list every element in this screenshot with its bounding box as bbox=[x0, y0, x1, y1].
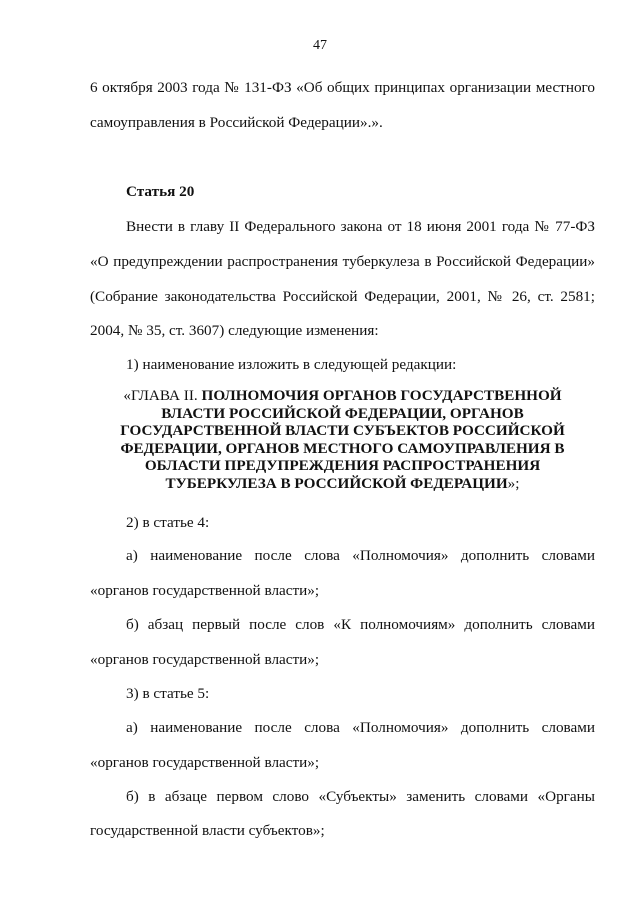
intro-line-2: самоуправления в Российской Федерации».». bbox=[90, 114, 383, 131]
chapter-title-text-1: ПОЛНОМОЧИЯ ОРГАНОВ ГОСУДАРСТВЕННОЙ bbox=[201, 387, 562, 404]
item-2b-line-1: б) абзац первый после слов «К полномочиям» дополнить словами bbox=[126, 616, 595, 633]
item-2a-line-2: «органов государственной власти»; bbox=[90, 582, 320, 599]
chapter-prefix: «ГЛАВА II. bbox=[123, 387, 198, 404]
item-2b-line-2: «органов государственной власти»; bbox=[90, 651, 320, 668]
chapter-title-line-1 bbox=[90, 387, 595, 405]
chapter-title-line-3: ГОСУДАРСТВЕННОЙ ВЛАСТИ СУБЪЕКТОВ РОССИЙСКОЙ bbox=[120, 422, 565, 439]
page-number: 47 bbox=[313, 38, 327, 53]
item-3a-line-2: «органов государственной власти»; bbox=[90, 754, 320, 771]
article-paragraph-line-1: Внести в главу II Федерального закона от 18 июня 2001 года № 77-ФЗ bbox=[126, 218, 595, 235]
item-3b-line-1: б) в абзаце первом слово «Субъекты» заменить словами «Органы bbox=[126, 788, 595, 805]
article-paragraph-line-3: (Собрание законодательства Российской Федерации, 2001, № 26, ст. 2581; bbox=[90, 288, 595, 305]
chapter-title-text-6: ТУБЕРКУЛЕЗА В РОССИЙСКОЙ ФЕДЕРАЦИИ bbox=[165, 474, 508, 492]
item-3a-line-1: а) наименование после слова «Полномочия» дополнить словами bbox=[126, 719, 595, 736]
chapter-title-line-4: ФЕДЕРАЦИИ, ОРГАНОВ МЕСТНОГО САМОУПРАВЛЕНИЯ В bbox=[120, 439, 565, 457]
article-paragraph-line-2: «О предупреждении распространения туберкулеза в Российской Федерации» bbox=[90, 253, 595, 270]
chapter-title-block bbox=[90, 387, 595, 492]
item-1: 1) наименование изложить в следующей редакции: bbox=[126, 356, 457, 373]
article-title: Статья 20 bbox=[126, 183, 195, 200]
item-3b-line-2: государственной власти субъектов»; bbox=[90, 822, 325, 839]
chapter-suffix: »; bbox=[507, 474, 520, 492]
article-paragraph-line-4: 2004, № 35, ст. 3607) следующие изменения: bbox=[90, 322, 379, 339]
intro-line-1: 6 октября 2003 года № 131-ФЗ «Об общих принципах организации местного bbox=[90, 79, 595, 96]
item-2: 2) в статье 4: bbox=[126, 514, 210, 531]
item-3: 3) в статье 5: bbox=[126, 685, 210, 702]
chapter-title-line-5: ОБЛАСТИ ПРЕДУПРЕЖДЕНИЯ РАСПРОСТРАНЕНИЯ bbox=[144, 457, 541, 474]
chapter-title-line-6 bbox=[90, 475, 595, 493]
item-2a-line-1: а) наименование после слова «Полномочия» дополнить словами bbox=[126, 547, 595, 564]
chapter-title-line-2: ВЛАСТИ РОССИЙСКОЙ ФЕДЕРАЦИИ, ОРГАНОВ bbox=[161, 404, 524, 422]
